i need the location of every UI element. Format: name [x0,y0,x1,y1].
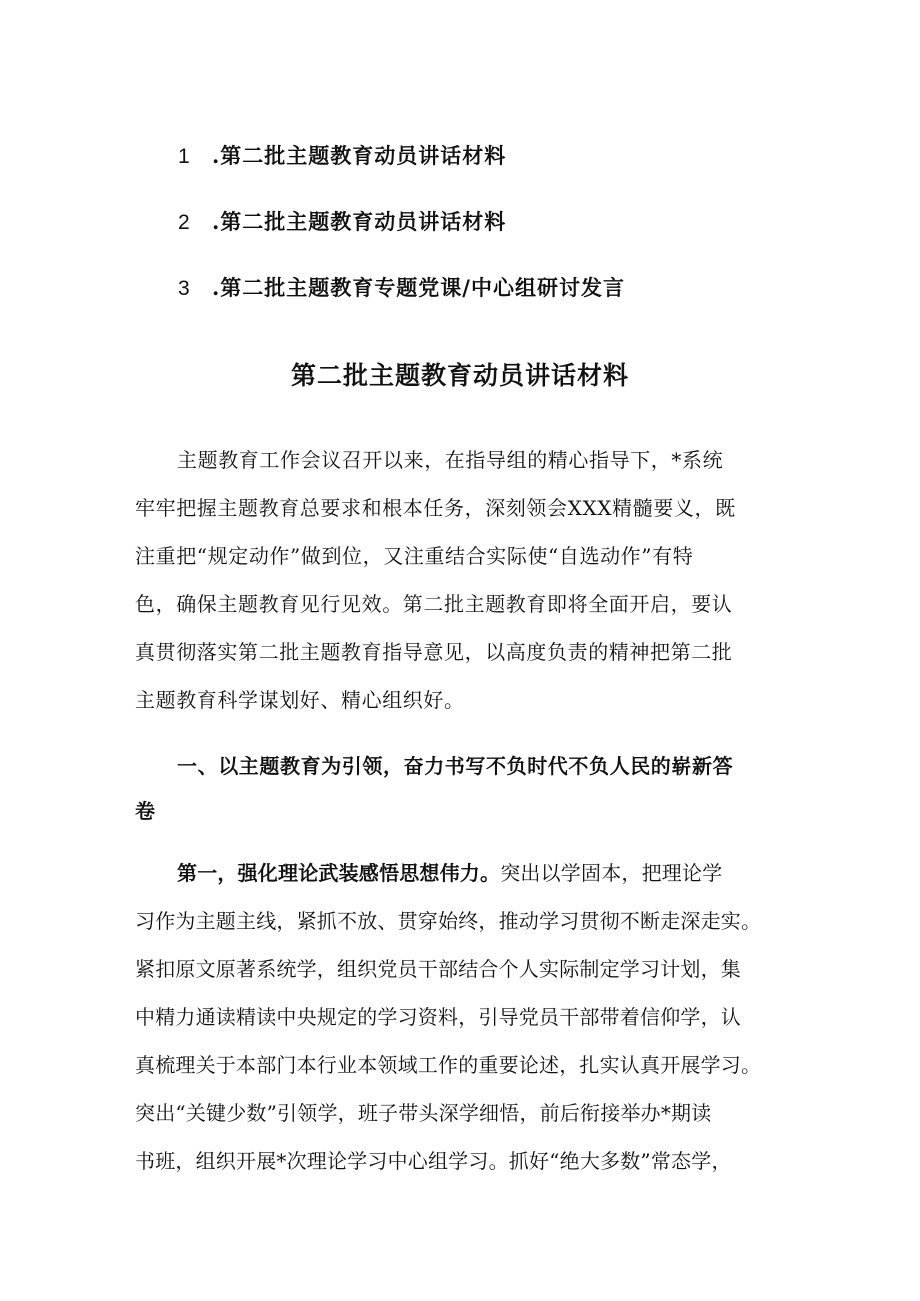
paragraph-line-text: 主题教育工作会议召开以来，在指导组的精心指导下，*系统 [177,448,724,472]
toc-item[interactable] [178,142,798,188]
paragraph-line-text: 突出以学固本，把理论学 [500,861,723,885]
toc-item-text: .第二批主题教育动员讲话材料 [212,209,507,234]
paragraph-line: 突出“关键少数”引领学，班子带头深学细悟，前后衔接举办*期读 [135,1101,712,1125]
paragraph-line [135,849,795,897]
paragraph-line: 真贯彻落实第二批主题教育指导意见，以高度负责的精神把第二批 [135,640,733,664]
paragraph-line: 书班，组织开展*次理论学习中心组学习。抓好“绝大多数”常态学， [135,1149,732,1173]
toc-item-text: .第二批主题教育专题党课/中心组研讨发言 [212,275,625,300]
section-heading [135,744,785,834]
intro-paragraph [135,436,783,724]
paragraph-line: 牢牢把握主题教育总要求和根本任务，深刻领会XXX精髓要义，既 [135,496,736,520]
toc-item[interactable] [178,274,798,320]
heading-line: 卷 [135,799,156,823]
paragraph-lead: 第一，强化理论武装感悟思想伟力。 [177,861,501,885]
paragraph-line: 紧扣原文原著系统学，组织党员干部结合个人实际制定学习计划，集 [135,957,741,981]
toc-item-text: .第二批主题教育动员讲话材料 [212,143,507,168]
heading-line-text: 一、以主题教育为引领，奋力书写不负时代不负人民的崭新答 [177,754,734,778]
paragraph-line: 习作为主题主线，紧抓不放、贯穿始终，推动学习贯彻不断走深走实。 [135,909,762,933]
toc-item-number: 2 [178,211,191,234]
document-title: 第二批主题教育动员讲话材料 [290,361,629,390]
paragraph-line: 真梳理关于本部门本行业本领域工作的重要论述，扎实认真开展学习。 [135,1053,762,1077]
toc-item-number: 3 [178,277,191,300]
body-paragraph [135,849,795,1185]
paragraph-line [135,436,783,484]
paragraph-line: 主题教育科学谋划好、精心组织好。 [135,688,465,712]
paragraph-line: 注重把“规定动作”做到位，又注重结合实际使“自选动作”有特 [135,544,694,568]
table-of-contents [178,142,798,340]
toc-item-number: 1 [178,145,191,168]
paragraph-line: 色，确保主题教育见行见效。第二批主题教育即将全面开启，要认 [135,592,733,616]
paragraph-line: 中精力通读精读中央规定的学习资料，引导党员干部带着信仰学，认 [135,1005,741,1029]
toc-item[interactable] [178,208,798,254]
heading-line [135,744,785,789]
